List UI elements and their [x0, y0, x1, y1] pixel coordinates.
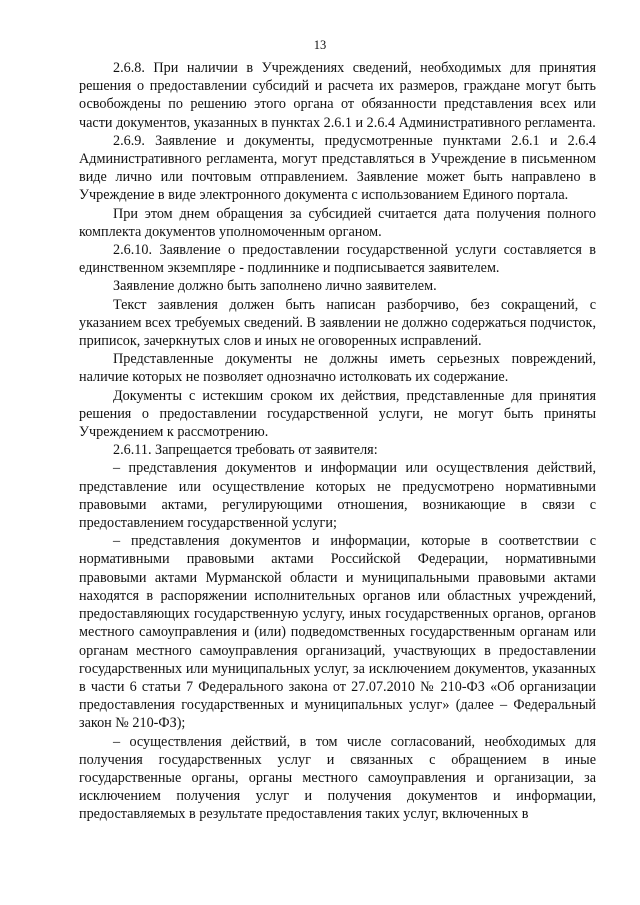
paragraph-2-6-11: 2.6.11. Запрещается требовать от заявителя: — [113, 442, 378, 459]
paragraph-application-date: При этом днем обращения за субсидией считается дата получения полного комплекта документов уполномоченным органом. — [79, 205, 596, 240]
list-item-documents-in-possession: – представления документов и информации, которые в соответствии с нормативными правовыми актами Российской Федерации, нормативными правовыми актами Мурманской области и муниципальными правовыми актами находятся в распоряжении исполнительных органов или областных учреждений, предоставляющих государственную услугу, иных государственных органов, органов местного самоуправления и (или) подведомственных государственным органам или органам местного самоуправления организаций, участвующих в предоставлении государственных или муниципальных услуг, за исключением документов, указанных в части 6 статьи 7 Федерального закона от 27.07.2010 № 210-ФЗ «Об организации предоставления государственных и муниципальных услуг» (далее – Федеральный закон № 210-ФЗ); — [79, 533, 596, 732]
list-item-not-required-documents: – представления документов и информации или осуществления действий, представление или осуществление которых не предусмотрено нормативными правовыми актами, регулирующими отношения, возникающие в связи с предоставлением государственной услуги; — [79, 460, 596, 532]
paragraph-expired-documents: Документы с истекшим сроком их действия, представленные для принятия решения о предоставлении государственной услуги, не могут быть приняты Учреждением к рассмотрению. — [79, 387, 596, 441]
paragraph-2-6-10: 2.6.10. Заявление о предоставлении государственной услуги составляется в единственном экземпляре - подлиннике и подписывается заявителем. — [79, 242, 596, 277]
paragraph-2-6-9: 2.6.9. Заявление и документы, предусмотренные пунктами 2.6.1 и 2.6.4 Административного регламента, могут представляться в Учреждение в письменном виде лично или почтовым отправлением. Заявление может быть направлено в Учреждение в виде электронного документа с использованием Единого портала. — [79, 132, 596, 204]
list-item-approvals: – осуществления действий, в том числе согласований, необходимых для получения государственных услуг и связанных с обращением в иные государственные органы, органы местного самоуправления и организации, за исключением получения услуг и получения документов и информации, предоставляемых в результате предоставления таких услуг, включенных в — [79, 733, 596, 823]
document-body — [79, 59, 596, 824]
page-number: 13 — [313, 38, 327, 52]
paragraph-filled-personally: Заявление должно быть заполнено лично заявителем. — [113, 278, 437, 295]
paragraph-2-6-8: 2.6.8. При наличии в Учреждениях сведений, необходимых для принятия решения о предоставлении субсидий и расчета их размеров, граждане могут быть освобождены по решению этого органа от обязанности представления всех или части документов, указанных в пунктах 2.6.1 и 2.6.4 Административного регламента. — [79, 60, 596, 131]
paragraph-no-damage: Представленные документы не должны иметь серьезных повреждений, наличие которых не позволяет однозначно истолковать их содержание. — [79, 351, 596, 386]
paragraph-legible-text: Текст заявления должен быть написан разборчиво, без сокращений, с указанием всех требуемых сведений. В заявлении не должно содержаться подчисток, приписок, зачеркнутых слов и иных не оговоренных исправлений. — [79, 296, 596, 350]
